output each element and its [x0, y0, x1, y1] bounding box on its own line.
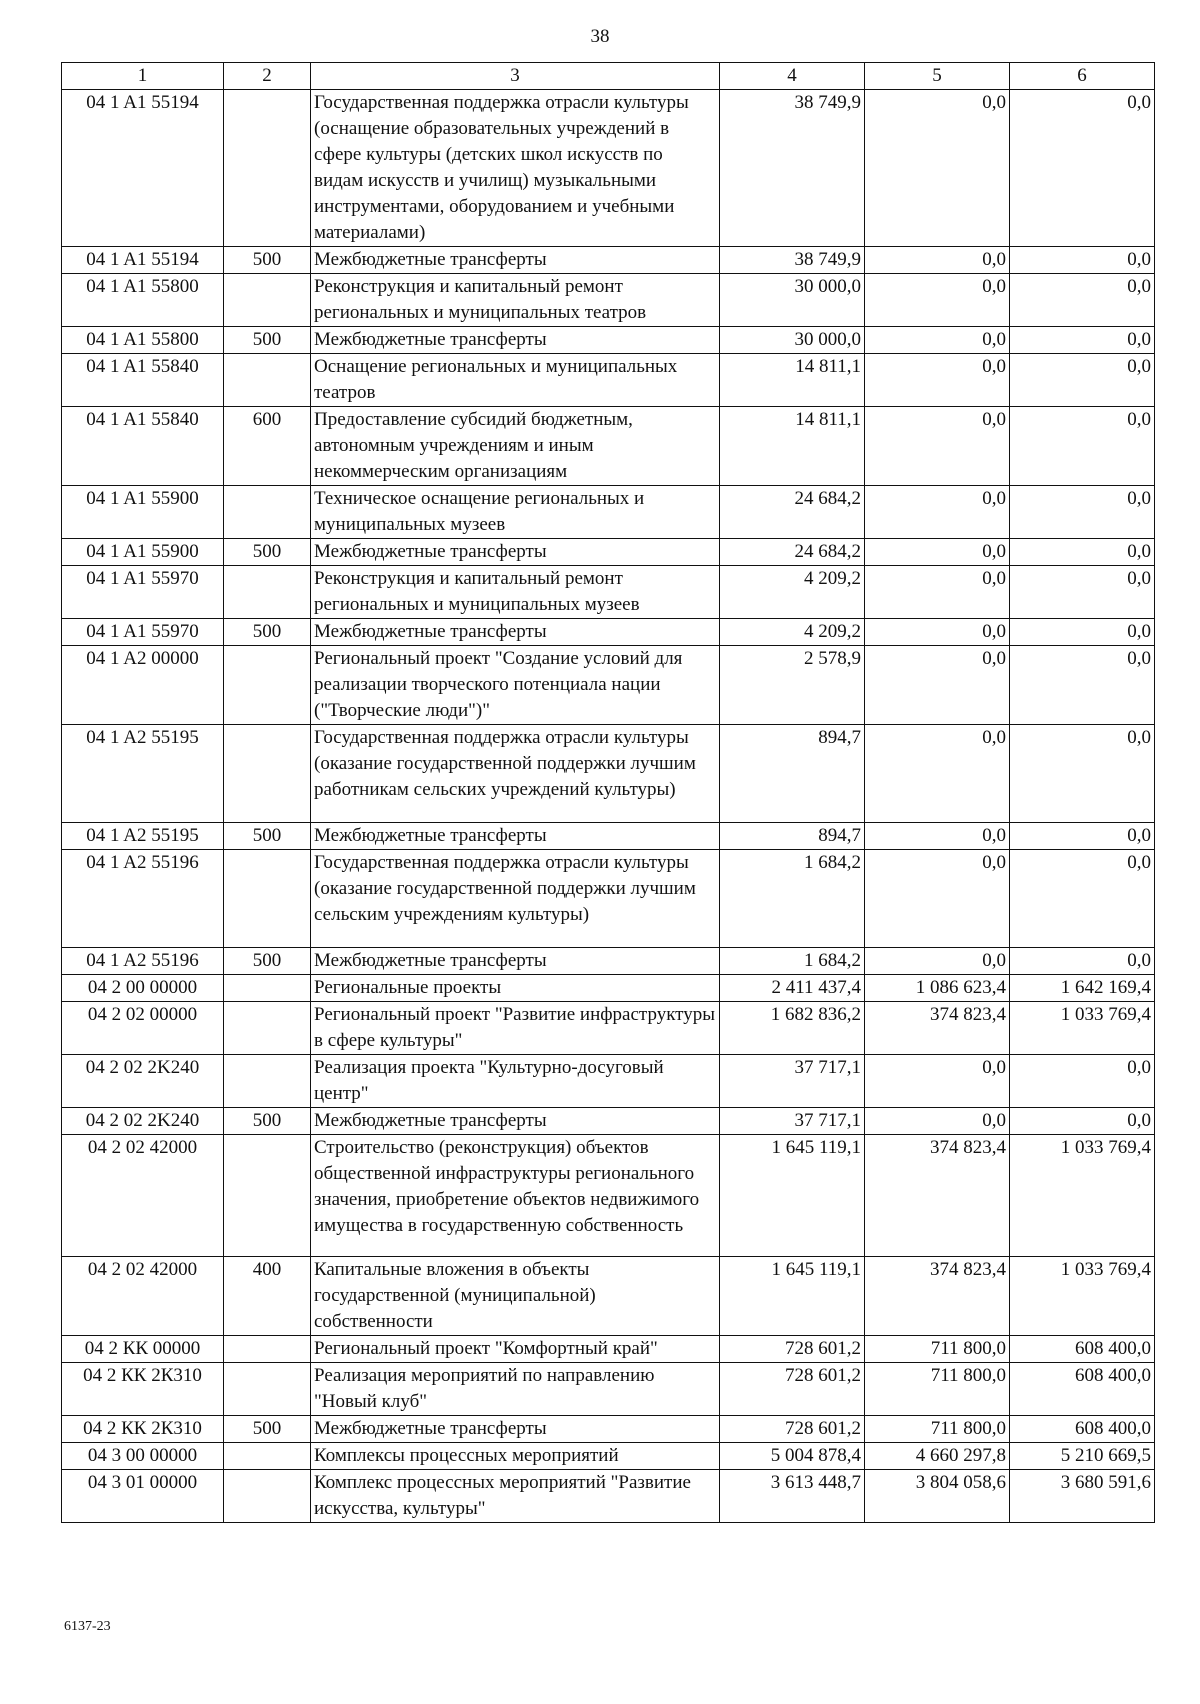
- budget-code-cell: 04 1 A1 55194: [62, 247, 224, 274]
- expense-type-cell: [224, 354, 311, 407]
- table-row: [62, 1135, 1155, 1257]
- item-name-cell: Техническое оснащение региональных и муниципальных музеев: [311, 486, 720, 539]
- amount-col-6-cell: 5 210 669,5: [1010, 1443, 1155, 1470]
- item-name-cell: Региональный проект "Развитие инфраструктуры в сфере культуры": [311, 1002, 720, 1055]
- budget-code-cell: 04 2 КК 2К310: [62, 1416, 224, 1443]
- column-header-5: 5: [865, 63, 1010, 90]
- item-name-cell: Капитальные вложения в объекты государственной (муниципальной) собственности: [311, 1257, 720, 1336]
- amount-col-6-cell: 608 400,0: [1010, 1416, 1155, 1443]
- item-name-cell: Оснащение региональных и муниципальных театров: [311, 354, 720, 407]
- amount-col-5-cell: 0,0: [865, 274, 1010, 327]
- amount-col-6-cell: 0,0: [1010, 566, 1155, 619]
- table-row: [62, 1363, 1155, 1416]
- amount-col-6-cell: 0,0: [1010, 823, 1155, 850]
- budget-code-cell: 04 2 02 2K240: [62, 1108, 224, 1135]
- expense-type-cell: [224, 646, 311, 725]
- expense-type-cell: [224, 1443, 311, 1470]
- amount-col-5-cell: 0,0: [865, 850, 1010, 948]
- expense-type-cell: [224, 274, 311, 327]
- amount-col-4-cell: 24 684,2: [720, 486, 865, 539]
- budget-code-cell: 04 2 02 42000: [62, 1135, 224, 1257]
- amount-col-4-cell: 3 613 448,7: [720, 1470, 865, 1523]
- table-row: [62, 539, 1155, 566]
- expense-type-cell: [224, 1470, 311, 1523]
- table-row: [62, 1336, 1155, 1363]
- expense-type-cell: 500: [224, 539, 311, 566]
- amount-col-5-cell: 0,0: [865, 948, 1010, 975]
- amount-col-6-cell: 0,0: [1010, 725, 1155, 823]
- budget-code-cell: 04 3 01 00000: [62, 1470, 224, 1523]
- amount-col-5-cell: 0,0: [865, 247, 1010, 274]
- amount-col-6-cell: 0,0: [1010, 619, 1155, 646]
- amount-col-4-cell: 728 601,2: [720, 1416, 865, 1443]
- column-header-3: 3: [311, 63, 720, 90]
- expense-type-cell: [224, 1055, 311, 1108]
- item-name-cell: Государственная поддержка отрасли культуры (оснащение образовательных учреждений в сфере культуры (детских школ искусств по видам искусств и училищ) музыкальными инструментами, оборудованием и учебными материалами): [311, 90, 720, 247]
- table-row: [62, 1002, 1155, 1055]
- budget-code-cell: 04 2 КК 00000: [62, 1336, 224, 1363]
- amount-col-6-cell: 0,0: [1010, 327, 1155, 354]
- amount-col-6-cell: 0,0: [1010, 407, 1155, 486]
- table-body: [62, 90, 1155, 1523]
- amount-col-6-cell: 1 642 169,4: [1010, 975, 1155, 1002]
- expense-type-cell: [224, 1135, 311, 1257]
- expense-type-cell: [224, 725, 311, 823]
- table-row: [62, 1443, 1155, 1470]
- expense-type-cell: [224, 1002, 311, 1055]
- amount-col-4-cell: 1 645 119,1: [720, 1257, 865, 1336]
- page-number: 38: [590, 26, 610, 47]
- column-header-2: 2: [224, 63, 311, 90]
- amount-col-4-cell: 1 684,2: [720, 850, 865, 948]
- amount-col-4-cell: 24 684,2: [720, 539, 865, 566]
- budget-code-cell: 04 1 A1 55900: [62, 486, 224, 539]
- table-header: [62, 63, 1155, 90]
- amount-col-6-cell: 0,0: [1010, 247, 1155, 274]
- amount-col-6-cell: 0,0: [1010, 850, 1155, 948]
- table-row: [62, 1257, 1155, 1336]
- amount-col-4-cell: 894,7: [720, 823, 865, 850]
- amount-col-4-cell: 14 811,1: [720, 407, 865, 486]
- amount-col-5-cell: 711 800,0: [865, 1336, 1010, 1363]
- amount-col-5-cell: 0,0: [865, 407, 1010, 486]
- item-name-cell: Комплекс процессных мероприятий "Развитие искусства, культуры": [311, 1470, 720, 1523]
- amount-col-6-cell: 3 680 591,6: [1010, 1470, 1155, 1523]
- budget-code-cell: 04 1 A2 55195: [62, 823, 224, 850]
- item-name-cell: Реконструкция и капитальный ремонт региональных и муниципальных музеев: [311, 566, 720, 619]
- budget-code-cell: 04 1 A1 55840: [62, 407, 224, 486]
- item-name-cell: Региональный проект "Создание условий для реализации творческого потенциала нации ("Творческие люди")": [311, 646, 720, 725]
- amount-col-5-cell: 374 823,4: [865, 1002, 1010, 1055]
- amount-col-4-cell: 30 000,0: [720, 274, 865, 327]
- table-row: [62, 619, 1155, 646]
- item-name-cell: Региональный проект "Комфортный край": [311, 1336, 720, 1363]
- amount-col-5-cell: 0,0: [865, 354, 1010, 407]
- table-row: [62, 725, 1155, 823]
- item-name-cell: Государственная поддержка отрасли культуры (оказание государственной поддержки лучшим работникам сельских учреждений культуры): [311, 725, 720, 823]
- amount-col-5-cell: 374 823,4: [865, 1257, 1010, 1336]
- amount-col-4-cell: 2 578,9: [720, 646, 865, 725]
- amount-col-5-cell: 374 823,4: [865, 1135, 1010, 1257]
- amount-col-6-cell: 0,0: [1010, 1108, 1155, 1135]
- item-name-cell: Государственная поддержка отрасли культуры (оказание государственной поддержки лучшим сельским учреждениям культуры): [311, 850, 720, 948]
- amount-col-6-cell: 0,0: [1010, 274, 1155, 327]
- table-row: [62, 646, 1155, 725]
- expense-type-cell: [224, 566, 311, 619]
- amount-col-5-cell: 0,0: [865, 327, 1010, 354]
- expense-type-cell: 400: [224, 1257, 311, 1336]
- table-row: [62, 1055, 1155, 1108]
- item-name-cell: Межбюджетные трансферты: [311, 247, 720, 274]
- table-row: [62, 1470, 1155, 1523]
- expense-type-cell: 500: [224, 619, 311, 646]
- amount-col-6-cell: 0,0: [1010, 1055, 1155, 1108]
- item-name-cell: Реализация мероприятий по направлению "Новый клуб": [311, 1363, 720, 1416]
- amount-col-5-cell: 711 800,0: [865, 1416, 1010, 1443]
- amount-col-6-cell: 0,0: [1010, 486, 1155, 539]
- amount-col-5-cell: 0,0: [865, 619, 1010, 646]
- expense-type-cell: 500: [224, 247, 311, 274]
- amount-col-6-cell: 0,0: [1010, 646, 1155, 725]
- table-row: [62, 850, 1155, 948]
- expense-type-cell: 500: [224, 948, 311, 975]
- item-name-cell: Межбюджетные трансферты: [311, 1108, 720, 1135]
- item-name-cell: Межбюджетные трансферты: [311, 1416, 720, 1443]
- item-name-cell: Комплексы процессных мероприятий: [311, 1443, 720, 1470]
- item-name-cell: Межбюджетные трансферты: [311, 327, 720, 354]
- table-row: [62, 90, 1155, 247]
- expense-type-cell: [224, 486, 311, 539]
- expense-type-cell: [224, 1336, 311, 1363]
- amount-col-6-cell: 0,0: [1010, 539, 1155, 566]
- amount-col-5-cell: 0,0: [865, 539, 1010, 566]
- item-name-cell: Межбюджетные трансферты: [311, 948, 720, 975]
- expense-type-cell: 500: [224, 1108, 311, 1135]
- item-name-cell: Межбюджетные трансферты: [311, 619, 720, 646]
- item-name-cell: Региональные проекты: [311, 975, 720, 1002]
- amount-col-4-cell: 38 749,9: [720, 90, 865, 247]
- budget-code-cell: 04 1 A1 55840: [62, 354, 224, 407]
- item-name-cell: Реконструкция и капитальный ремонт региональных и муниципальных театров: [311, 274, 720, 327]
- table-row: [62, 948, 1155, 975]
- header-row: [62, 63, 1155, 90]
- amount-col-4-cell: 728 601,2: [720, 1363, 865, 1416]
- amount-col-5-cell: 1 086 623,4: [865, 975, 1010, 1002]
- amount-col-4-cell: 4 209,2: [720, 566, 865, 619]
- expense-type-cell: 600: [224, 407, 311, 486]
- amount-col-4-cell: 30 000,0: [720, 327, 865, 354]
- expense-type-cell: 500: [224, 823, 311, 850]
- budget-code-cell: 04 1 A1 55970: [62, 566, 224, 619]
- budget-code-cell: 04 2 КК 2К310: [62, 1363, 224, 1416]
- table-row: [62, 1416, 1155, 1443]
- table-row: [62, 1108, 1155, 1135]
- amount-col-4-cell: 37 717,1: [720, 1108, 865, 1135]
- expense-type-cell: [224, 850, 311, 948]
- expense-type-cell: 500: [224, 327, 311, 354]
- table-row: [62, 823, 1155, 850]
- budget-code-cell: 04 1 A1 55900: [62, 539, 224, 566]
- amount-col-6-cell: 608 400,0: [1010, 1336, 1155, 1363]
- budget-code-cell: 04 1 A1 55800: [62, 327, 224, 354]
- budget-code-cell: 04 1 A2 55195: [62, 725, 224, 823]
- budget-code-cell: 04 1 A2 55196: [62, 948, 224, 975]
- amount-col-5-cell: 0,0: [865, 1108, 1010, 1135]
- amount-col-4-cell: 1 682 836,2: [720, 1002, 865, 1055]
- amount-col-4-cell: 894,7: [720, 725, 865, 823]
- budget-code-cell: 04 1 A1 55800: [62, 274, 224, 327]
- item-name-cell: Строительство (реконструкция) объектов общественной инфраструктуры регионального значения, приобретение объектов недвижимого имущества в государственную собственность: [311, 1135, 720, 1257]
- budget-code-cell: 04 1 A1 55970: [62, 619, 224, 646]
- table-row: [62, 247, 1155, 274]
- amount-col-4-cell: 4 209,2: [720, 619, 865, 646]
- amount-col-6-cell: 0,0: [1010, 948, 1155, 975]
- table-row: [62, 566, 1155, 619]
- amount-col-5-cell: 0,0: [865, 646, 1010, 725]
- amount-col-5-cell: 711 800,0: [865, 1363, 1010, 1416]
- budget-table: [61, 62, 1155, 1523]
- amount-col-5-cell: 3 804 058,6: [865, 1470, 1010, 1523]
- budget-code-cell: 04 2 00 00000: [62, 975, 224, 1002]
- amount-col-4-cell: 14 811,1: [720, 354, 865, 407]
- column-header-1: 1: [62, 63, 224, 90]
- amount-col-6-cell: 1 033 769,4: [1010, 1002, 1155, 1055]
- budget-code-cell: 04 1 A2 55196: [62, 850, 224, 948]
- budget-code-cell: 04 2 02 42000: [62, 1257, 224, 1336]
- amount-col-4-cell: 2 411 437,4: [720, 975, 865, 1002]
- table-row: [62, 274, 1155, 327]
- amount-col-4-cell: 728 601,2: [720, 1336, 865, 1363]
- amount-col-4-cell: 37 717,1: [720, 1055, 865, 1108]
- amount-col-5-cell: 4 660 297,8: [865, 1443, 1010, 1470]
- amount-col-6-cell: 1 033 769,4: [1010, 1135, 1155, 1257]
- budget-code-cell: 04 1 A2 00000: [62, 646, 224, 725]
- amount-col-5-cell: 0,0: [865, 566, 1010, 619]
- budget-code-cell: 04 2 02 00000: [62, 1002, 224, 1055]
- budget-code-cell: 04 3 00 00000: [62, 1443, 224, 1470]
- budget-code-cell: 04 1 A1 55194: [62, 90, 224, 247]
- amount-col-6-cell: 0,0: [1010, 354, 1155, 407]
- expense-type-cell: 500: [224, 1416, 311, 1443]
- amount-col-4-cell: 5 004 878,4: [720, 1443, 865, 1470]
- amount-col-6-cell: 1 033 769,4: [1010, 1257, 1155, 1336]
- item-name-cell: Реализация проекта "Культурно-досуговый центр": [311, 1055, 720, 1108]
- table-row: [62, 327, 1155, 354]
- table-row: [62, 486, 1155, 539]
- column-header-4: 4: [720, 63, 865, 90]
- item-name-cell: Межбюджетные трансферты: [311, 823, 720, 850]
- document-id: 6137-23: [64, 1619, 111, 1634]
- amount-col-4-cell: 38 749,9: [720, 247, 865, 274]
- table-row: [62, 975, 1155, 1002]
- amount-col-6-cell: 0,0: [1010, 90, 1155, 247]
- amount-col-5-cell: 0,0: [865, 725, 1010, 823]
- amount-col-5-cell: 0,0: [865, 90, 1010, 247]
- amount-col-5-cell: 0,0: [865, 486, 1010, 539]
- column-header-6: 6: [1010, 63, 1155, 90]
- expense-type-cell: [224, 975, 311, 1002]
- amount-col-5-cell: 0,0: [865, 823, 1010, 850]
- table-row: [62, 407, 1155, 486]
- table-row: [62, 354, 1155, 407]
- budget-code-cell: 04 2 02 2K240: [62, 1055, 224, 1108]
- amount-col-4-cell: 1 684,2: [720, 948, 865, 975]
- expense-type-cell: [224, 1363, 311, 1416]
- amount-col-6-cell: 608 400,0: [1010, 1363, 1155, 1416]
- item-name-cell: Межбюджетные трансферты: [311, 539, 720, 566]
- amount-col-4-cell: 1 645 119,1: [720, 1135, 865, 1257]
- item-name-cell: Предоставление субсидий бюджетным, автономным учреждениям и иным некоммерческим организациям: [311, 407, 720, 486]
- amount-col-5-cell: 0,0: [865, 1055, 1010, 1108]
- expense-type-cell: [224, 90, 311, 247]
